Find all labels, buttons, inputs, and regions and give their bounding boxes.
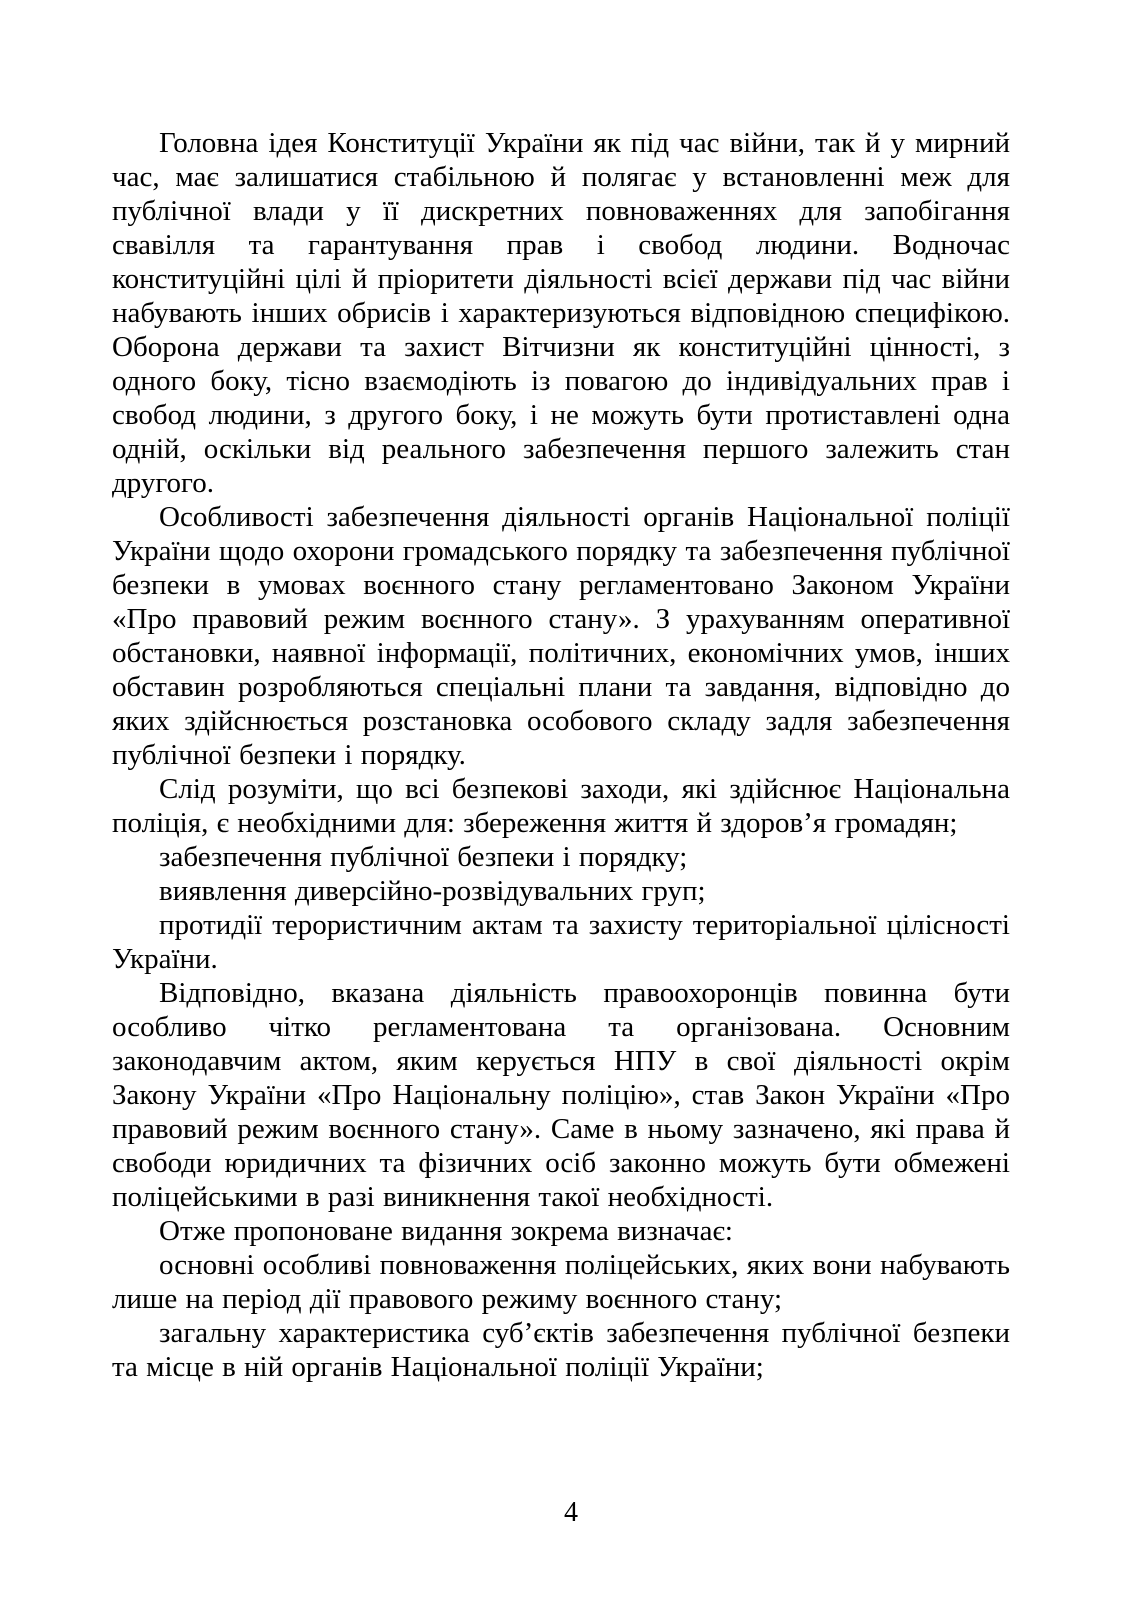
paragraph: основні особливі повноваження поліцейських, яких вони набувають лише на період дії правового режиму воєнного стану; (112, 1249, 1010, 1315)
paragraph: Особливості забезпечення діяльності органів Національної поліції України щодо охорони громадського порядку та забезпечення публічної безпеки в умовах воєнного стану регламентовано Законом України «Про правовий режим воєнного стану». З урахуванням оперативної обстановки, наявної інформації, політичних, економічних умов, інших обставин розробляються спеціальні плани та завдання, відповідно до яких здійснюється розстановка особового складу задля забезпечення публічної безпеки і порядку. (112, 501, 1010, 771)
paragraph: Головна ідея Конституції України як під час війни, так й у мирний час, має залишатися стабільною й полягає у встановленні меж для публічної влади у її дискретних повноваженнях для запобігання свавілля та гарантування прав і свобод людини. Водночас конституційні цілі й пріоритети діяльності всієї держави під час війни набувають інших обрисів і характеризуються відповідною специфікою. Оборона держави та захист Вітчизни як конституційні цінності, з одного боку, тісно взаємодіють із повагою до індивідуальних прав і свобод людини, з другого боку, і не можуть бути протиставлені одна одній, оскільки від реального забезпечення першого залежить стан другого. (112, 127, 1010, 499)
paragraph: загальну характеристика суб’єктів забезпечення публічної безпеки та місце в ній органів Національної поліції України; (112, 1317, 1010, 1383)
paragraph: Слід розуміти, що всі безпекові заходи, які здійснює Національна поліція, є необхідними для: збереження життя й здоров’я громадян; (112, 773, 1010, 839)
paragraph: Відповідно, вказана діяльність правоохоронців повинна бути особливо чітко регламентована та організована. Основним законодавчим актом, яким керується НПУ в свої діяльності окрім Закону України «Про Національну поліцію», став Закон України «Про правовий режим воєнного стану». Саме в ньому зазначено, які права й свободи юридичних та фізичних осіб законно можуть бути обмежені поліцейськими в разі виникнення такої необхідності. (112, 977, 1010, 1213)
page-number: 4 (564, 1497, 578, 1528)
paragraph: протидії терористичним актам та захисту територіальної цілісності України. (112, 909, 1010, 975)
text-block (112, 126, 1010, 1384)
paragraph: виявлення диверсійно-розвідувальних груп; (159, 875, 706, 907)
paragraph: Отже пропоноване видання зокрема визначає: (159, 1215, 733, 1247)
paragraph: забезпечення публічної безпеки і порядку; (159, 841, 688, 873)
